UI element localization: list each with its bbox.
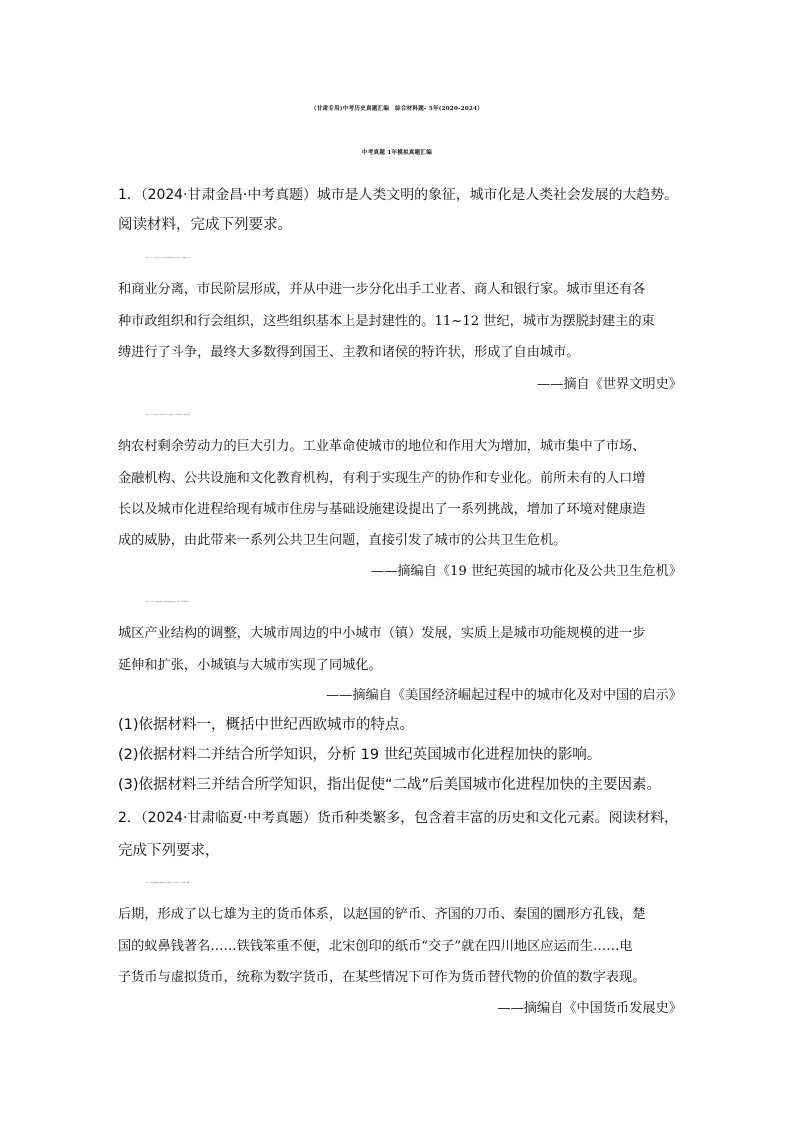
q1-subquestion-3: (3)依据材料三并结合所学知识，指出促使“二战”后美国城市化进程加快的主要因素。 bbox=[118, 777, 662, 793]
material-line: 材料二在 19 世纪英国，日渐深入的工业化进程改变了人口的地理分布，城市形成吸 bbox=[146, 415, 190, 416]
material-line: 材料三“二战”后，随着交通道路、通信等基础设施的改善，家庭汽车拥有量的增加， bbox=[146, 602, 190, 603]
material-line: 材料一 从商朝仿制海贝出现铜贝开始，到战国后期，货币经历了千余年发展，战国 bbox=[146, 883, 190, 884]
material-line: 缚进行了斗争，最终大多数得到国王、主教和诸侯的特许状，形成了自由城市。 bbox=[118, 344, 580, 360]
q1-material-2 bbox=[118, 400, 684, 556]
question-1-intro: 1．（2024·甘肃金昌·中考真题）城市是人类文明的象征，城市化是人类社会发展的大趋势。 bbox=[118, 187, 679, 203]
material-line: 和商业分离，市民阶层形成，并从中进一步分化出手工业者、商人和银行家。城市里还有各 bbox=[118, 282, 646, 298]
q1-material-1 bbox=[118, 243, 684, 368]
document-subtitle: 中考真题 1年模拟真题汇编 bbox=[361, 150, 433, 156]
material-line: 材料一 10~11 世纪时，作为工商业中心的城市逐渐兴起，随着生产力的发展，手工业 bbox=[146, 258, 192, 259]
material-line: 子货币与虚拟货币，统称为数字货币，在某些情况下可作为货币替代物的价值的数字表现。 bbox=[118, 969, 646, 985]
material-line: 延伸和扩张，小城镇与大城市实现了同城化。 bbox=[118, 657, 382, 673]
q1-subquestion-1: (1)依据材料一，概括中世纪西欧城市的特点。 bbox=[118, 717, 415, 733]
q1-material-2-source: ——摘编自《19 世纪英国的城市化及公共卫生危机》 bbox=[370, 564, 682, 579]
q1-subquestion-2: (2)依据材料二并结合所学知识，分析 19 世纪英国城市化进程加快的影响。 bbox=[118, 747, 602, 763]
q1-material-3-source: ——摘编自《美国经济崛起过程中的城市化及对中国的启示》 bbox=[325, 688, 682, 703]
document-title: （甘肃专用)中考历史真题汇编 综合材料题- 5年(2020-2024） bbox=[310, 106, 484, 112]
question-2-intro: 2．（2024·甘肃临夏·中考真题）货币种类繁多，包含着丰富的历史和文化元素。阅读材料， bbox=[118, 810, 679, 826]
material-line: 种市政组织和行会组织，这些组织基本上是封建性的。11~12 世纪，城市为摆脱封建主的束 bbox=[118, 313, 655, 329]
material-line: 纳农村剩余劳动力的巨大引力。工业革命使城市的地位和作用大为增加，城市集中了市场、 bbox=[118, 439, 646, 455]
q1-material-1-source: ——摘自《世界文明史》 bbox=[536, 377, 682, 392]
question-2-intro-cont: 完成下列要求， bbox=[118, 843, 220, 859]
material-line: 成的威胁，由此带来一系列公共卫生问题，直接引发了城市的公共卫生危机。 bbox=[118, 533, 567, 549]
material-line: 后期，形成了以七雄为主的货币体系，以赵国的铲币、齐国的刀币、秦国的圜形方孔钱，楚 bbox=[118, 907, 646, 923]
material-line: 长以及城市化进程给现有城市住房与基础设施建设提出了一系列挑战，增加了环境对健康造 bbox=[118, 501, 646, 517]
question-1-intro-cont: 阅读材料，完成下列要求。 bbox=[118, 217, 292, 233]
material-line: 城区产业结构的调整，大城市周边的中小城市（镇）发展，实质上是城市功能规模的进一步 bbox=[118, 626, 646, 642]
q2-material-1-source: ——摘编自《中国货币发展史》 bbox=[497, 1001, 682, 1016]
q1-material-3 bbox=[118, 587, 684, 681]
material-line: 国的蚁鼻钱著名……铁钱笨重不便，北宋创印的纸币“交子”就在四川地区应运而生……电 bbox=[118, 938, 633, 954]
q2-material-1 bbox=[118, 868, 684, 993]
material-line: 金融机构、公共设施和文化教育机构，有利于实现生产的协作和专业化。前所未有的人口增 bbox=[118, 470, 646, 486]
